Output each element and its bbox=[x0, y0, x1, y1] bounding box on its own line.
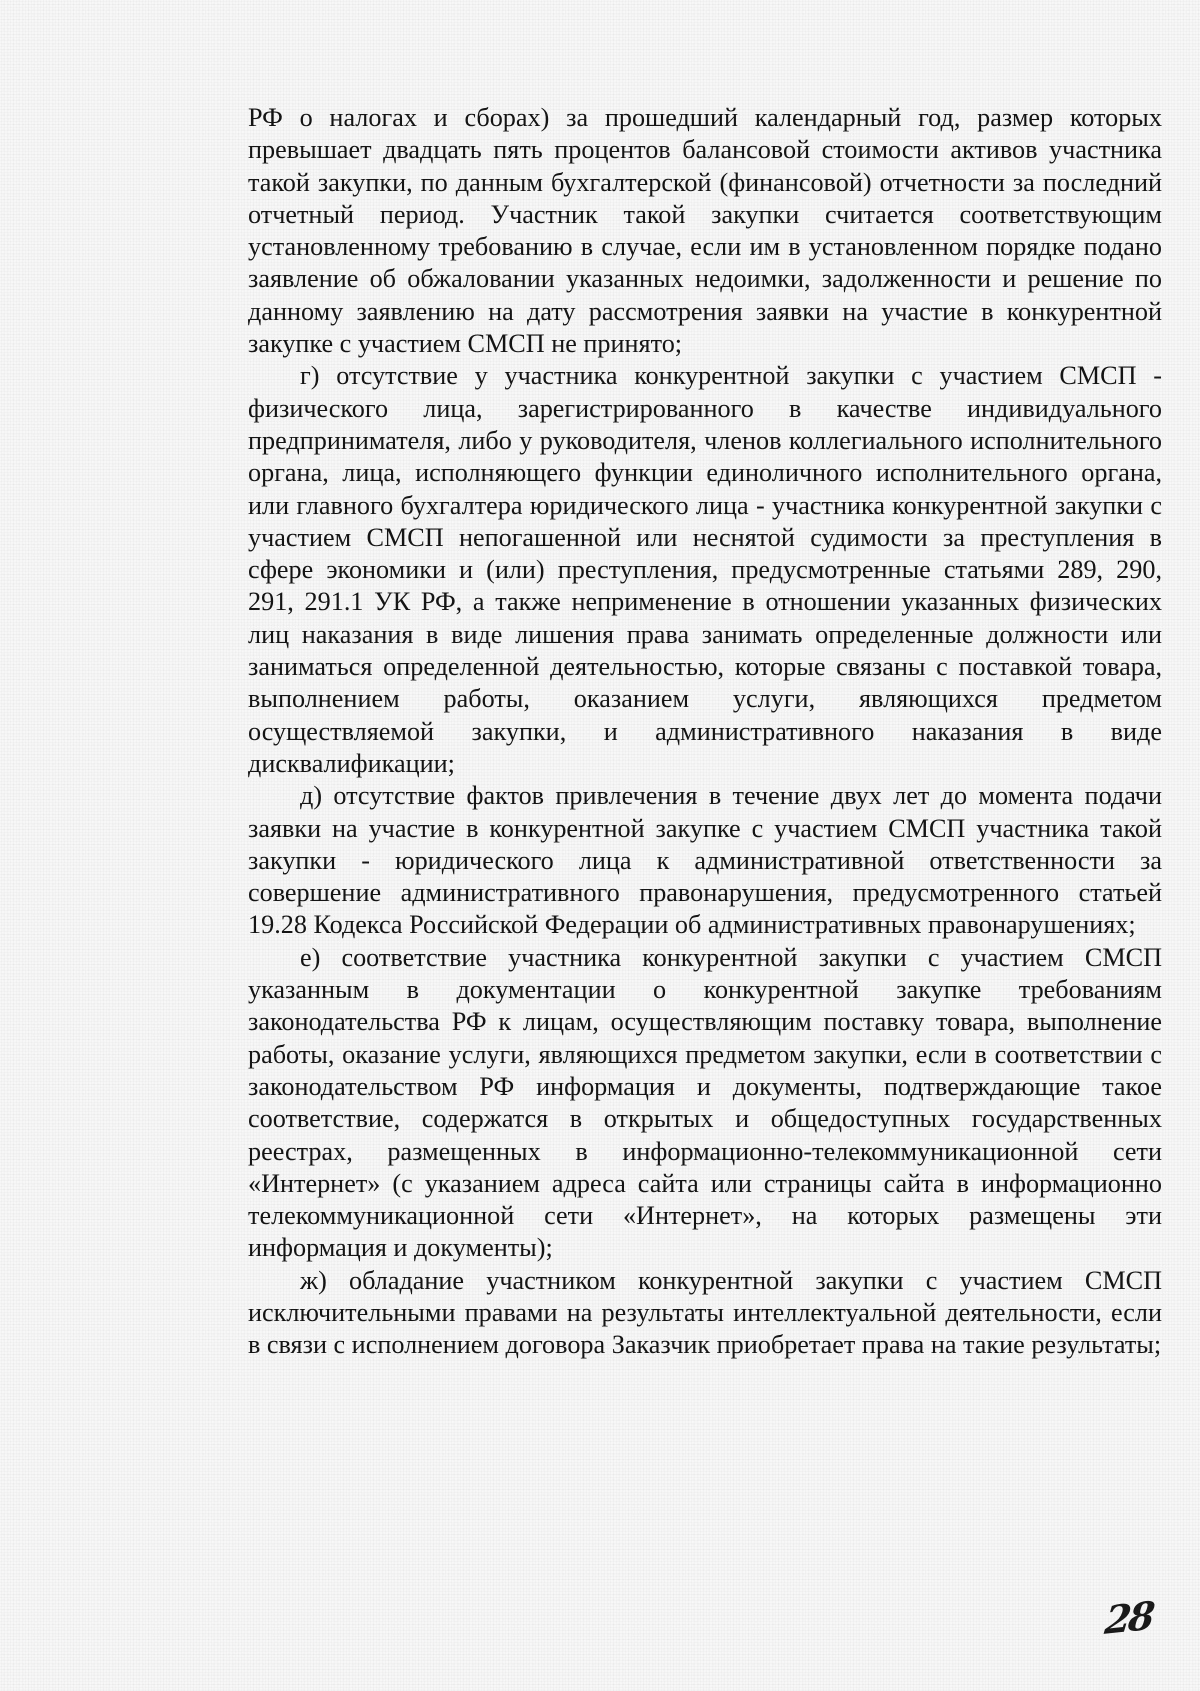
document-body bbox=[248, 102, 1162, 1362]
paragraph-item-g: г) отсутствие у участника конкурентной закупки с участием СМСП - физического лица, зарегистрированного в качестве индивидуального предпринимателя, либо у руководителя, членов коллегиального исполнительного органа, лица, исполняющего функции единоличного исполнительного органа, или главного бухгалтера юридического лица - участника конкурентной закупки с участием СМСП непогашенной или неснятой судимости за преступления в сфере экономики и (или) преступления, предусмотренные статьями 289, 290, 291, 291.1 УК РФ, а также неприменение в отношении указанных физических лиц наказания в виде лишения права занимать определенные должности или заниматься определенной деятельностью, которые связаны с поставкой товара, выполнением работы, оказанием услуги, являющихся предметом осуществляемой закупки, и административного наказания в виде дисквалификации; bbox=[248, 361, 1162, 778]
handwritten-page-number: 28 bbox=[1102, 1592, 1155, 1644]
paragraph-item-zh: ж) обладание участником конкурентной закупки с участием СМСП исключительными правами на результаты интеллектуальной деятельности, если в связи с исполнением договора Заказчик приобретает права на такие результаты; bbox=[248, 1265, 1162, 1360]
paragraph-item-d: д) отсутствие фактов привлечения в течение двух лет до момента подачи заявки на участие в конкурентной закупке с участием СМСП участника такой закупки - юридического лица к административной ответственности за совершение административного правонарушения, предусмотренного статьей 19.28 Кодекса Российской Федерации об административных правонарушениях; bbox=[248, 781, 1162, 940]
paragraph-continuation: РФ о налогах и сборах) за прошедший календарный год, размер которых превышает двадцать пять процентов балансовой стоимости активов участника такой закупки, по данным бухгалтерской (финансовой) отчетности за последний отчетный период. Участник такой закупки считается соответствующим установленному требованию в случае, если им в установленном порядке подано заявление об обжаловании указанных недоимки, задолженности и решение по данному заявлению на дату рассмотрения заявки на участие в конкурентной закупке с участием СМСП не принято; bbox=[248, 103, 1162, 359]
paragraph-item-e: е) соответствие участника конкурентной закупки с участием СМСП указанным в документации о конкурентной закупке требованиям законодательства РФ к лицам, осуществляющим поставку товара, выполнение работы, оказание услуги, являющихся предметом закупки, если в соответствии с законодательством РФ информация и документы, подтверждающие такое соответствие, содержатся в открытых и общедоступных государственных реестрах, размещенных в информационно-телекоммуникационной сети «Интернет» (с указанием адреса сайта или страницы сайта в информационно телекоммуникационной сети «Интернет», на которых размещены эти информация и документы); bbox=[248, 942, 1162, 1263]
